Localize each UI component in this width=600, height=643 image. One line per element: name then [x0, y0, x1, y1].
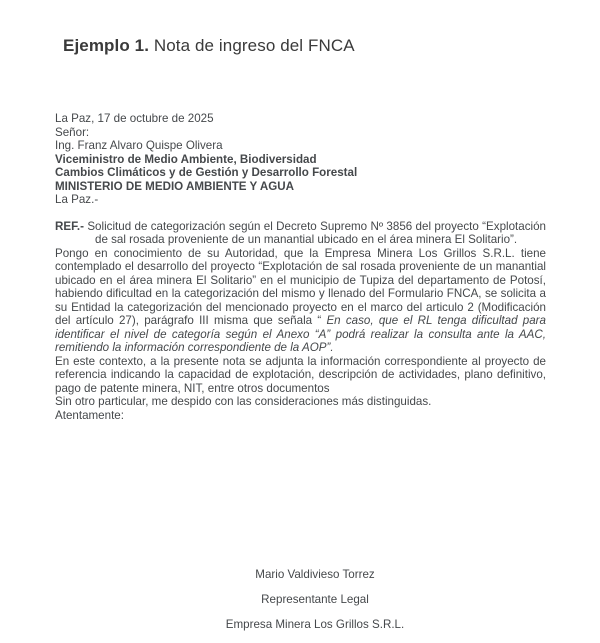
addressee-role-line1: Viceministro de Medio Ambiente, Biodiversidad [55, 152, 317, 166]
addressee-block [55, 126, 546, 207]
paragraph-1-normal: Pongo en conocimiento de su Autoridad, que la Empresa Minera Los Grillos S.R.L. tiene contemplado el desarrollo del proyecto “Explotación de sal rosada proveniente de un manantial ubicado en el área minera El Solitario” en el municipio de Tupiza del departamento de Potosí, habiendo dificultad en la categorización del mismo y llenado del Formulario FNCA, se solicita a su Entidad la categorización del mencionado proyecto en el marco del articulo 2 (Modificación del artículo 27), parágrafo III misma que señala “ [55, 246, 546, 327]
reference-label: REF.- [55, 219, 84, 233]
valediction: Atentamente: [55, 408, 124, 422]
reference-text: Solicitud de categorización según el Decreto Supremo Nº 3856 del proyecto “Explotación de sal rosada proveniente de un manantial ubicado en el área minera El Solitario”. [83, 219, 546, 246]
addressee-name: Ing. Franz Alvaro Quispe Olivera [55, 139, 223, 152]
reference-line [55, 220, 546, 247]
paragraph-1 [55, 247, 546, 355]
addressee-salutation: Señor: [55, 125, 90, 139]
signature-role: Representante Legal [261, 592, 369, 606]
closing-line: Sin otro particular, me despido con las consideraciones más distinguidas. [55, 395, 432, 408]
letter-body [55, 112, 546, 422]
signature-block [65, 556, 565, 643]
letter-date: La Paz, 17 de octubre de 2025 [55, 112, 214, 125]
page-title [63, 36, 355, 56]
addressee-role-line2: Cambios Climáticos y de Gestión y Desarrollo Forestal [55, 166, 358, 179]
addressee-city: La Paz.- [55, 193, 99, 206]
signature-company: Empresa Minera Los Grillos S.R.L. [225, 617, 405, 631]
addressee-institution: MINISTERIO DE MEDIO AMBIENTE Y AGUA [55, 179, 294, 193]
page-title-text: Nota de ingreso del FNCA [149, 36, 355, 55]
page-title-example-label: Ejemplo 1. [63, 36, 150, 55]
signature-name: Mario Valdivieso Torrez [255, 567, 375, 581]
paragraph-2: En este contexto, a la presente nota se adjunta la información correspondiente al proyecto de referencia indicando la capacidad de explotación, descripción de actividades, plano definitivo, pago de patente minera, NIT, entre otros documentos [55, 354, 546, 395]
paragraph-1-quote: En caso, que el RL tenga dificultad para identificar el nivel de categoría según el Anexo “A” podrá realizar la consulta ante la AAC, remitiendo la información correspondiente de la AOP”. [55, 314, 546, 354]
